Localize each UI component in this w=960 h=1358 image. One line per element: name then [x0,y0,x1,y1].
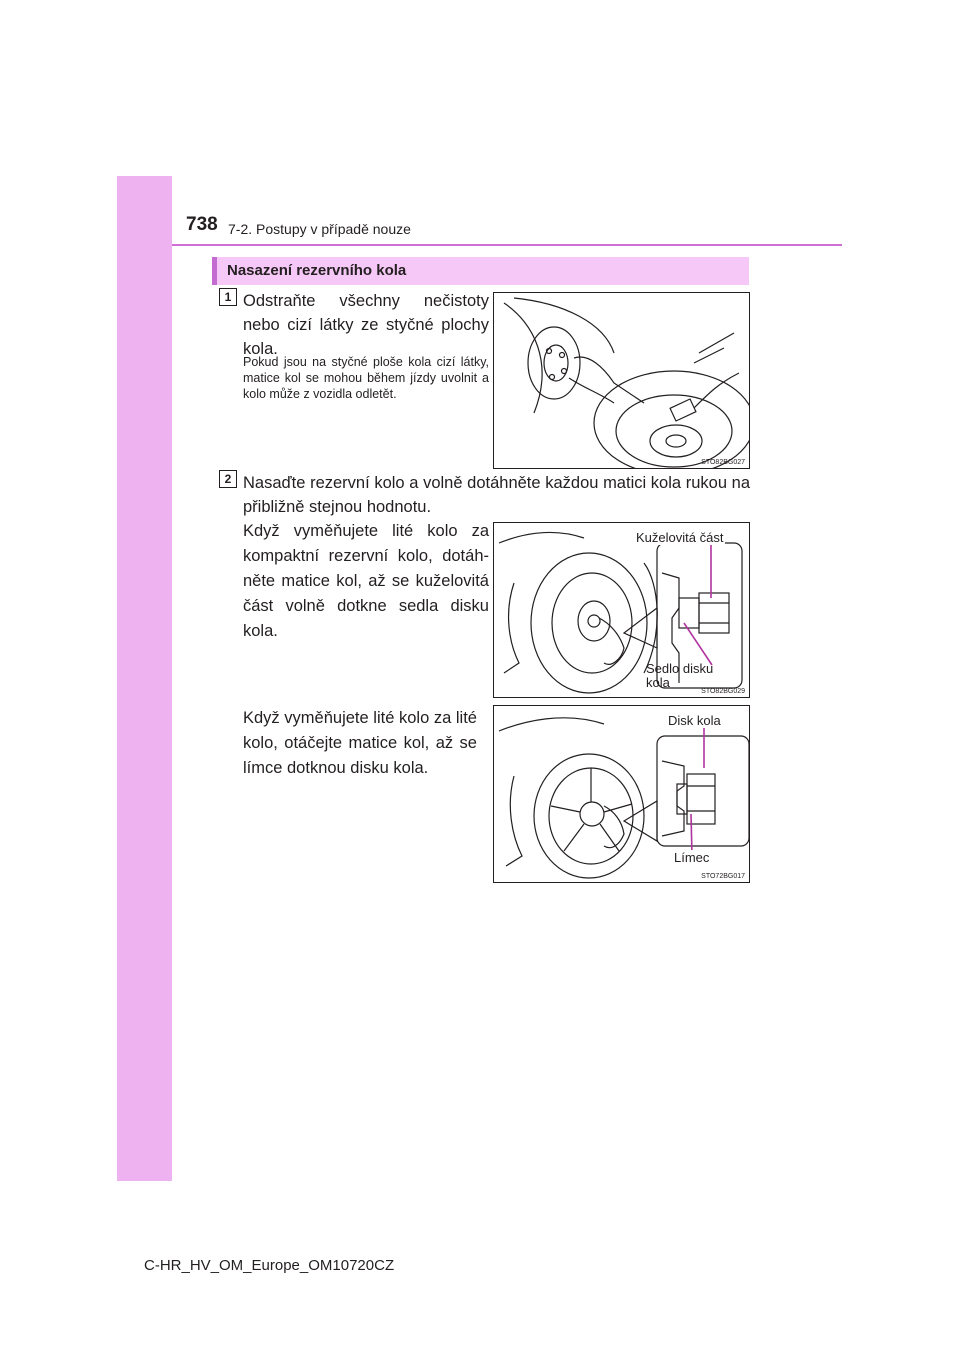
section-heading-text: Nasazení rezervního kola [227,262,407,279]
callout-wheel-seat-line2: kola [646,675,670,690]
header-divider [172,244,842,246]
side-tab-bar [117,176,172,1181]
figure-code: STO72BG017 [701,873,745,880]
step-1-text: Odstraňte všechny nečistoty nebo cizí látky ze styčné plochy kola. [243,292,489,358]
figure-code: STO82BG027 [701,459,745,466]
callout-wheel-seat-line1: Sedlo disku [646,661,714,676]
callout-tapered-part: Kuželovitá část [636,530,724,545]
chapter-title: 7-2. Postupy v případě nouze [228,221,411,237]
step-1-note: Pokud jsou na styčné ploše kola cizí látky, matice kol se mohou během jízdy uvolnit a kolo může z vozidla odletět. [243,355,489,401]
document-code: C-HR_HV_OM_Europe_OM10720CZ [144,1257,395,1274]
step-2-sub-1-text: Když vyměňujete lité kolo za kompaktní rezervní kolo, dotáh-něte matice kol, až se kuželovitá část volně dotkne sedla disku kola. [243,522,489,640]
figure-code: STO82BG029 [701,688,745,695]
figure-washer-nut [493,705,750,883]
step-number-1: 1 [219,288,237,306]
section-heading [212,257,749,285]
step-number-2: 2 [219,470,237,488]
illustration-washer-nut [494,706,750,883]
step-2-text: Nasaďte rezervní kolo a volně dotáhněte každou matici kola rukou na přibližně stejnou hodnotu. [243,474,750,516]
callout-washer: Límec [674,850,710,865]
callout-wheel-disc: Disk kola [668,713,721,728]
step-2-sub-2-text: Když vyměňujete lité kolo za lité kolo, otáčejte matice kol, až se límce dotknou disku kola. [243,709,477,777]
figure-tapered-nut [493,522,750,698]
page-number: 738 [186,214,218,235]
illustration-clean-hub [494,293,750,469]
figure-clean-wheel [493,292,750,469]
